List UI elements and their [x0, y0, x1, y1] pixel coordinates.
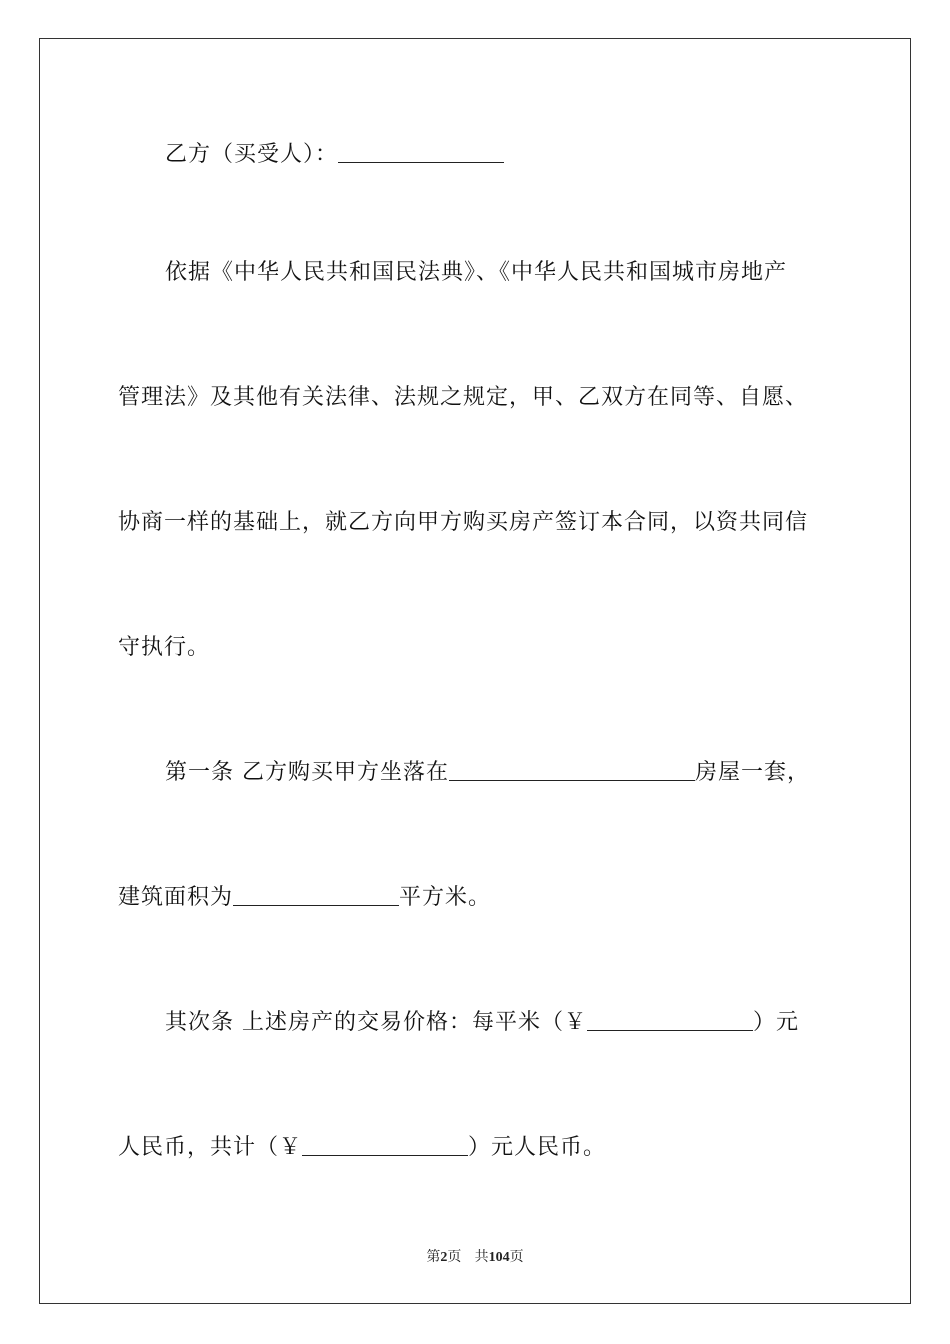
buyer-label: 乙方（买受人）：	[165, 142, 339, 167]
total-prefix: 人民币，共计（￥	[118, 1135, 303, 1160]
page-total: 104	[488, 1250, 510, 1265]
article1-line-2	[118, 883, 491, 913]
price-prefix: 其次条 上述房产的交易价格：每平米（￥	[165, 1010, 587, 1035]
area-suffix: 平方米。	[399, 885, 492, 910]
article2-line-1	[165, 1008, 799, 1038]
house-location-blank	[449, 760, 695, 781]
buyer-line	[165, 140, 504, 170]
intro-line-4: 守执行。	[118, 635, 211, 660]
unit-price-blank	[587, 1010, 753, 1031]
page-suffix: 页	[509, 1249, 524, 1265]
page-mid: 页 共	[447, 1249, 489, 1265]
page-current: 2	[440, 1250, 448, 1265]
price-suffix: ）元	[753, 1010, 800, 1035]
intro-line-2: 管理法》及其他有关法律、法规之规定，甲、乙双方在同等、自愿、	[118, 385, 809, 410]
article1-line-1	[165, 758, 810, 788]
total-price-blank	[302, 1135, 468, 1156]
intro-line-1: 依据《中华人民共和国民法典》、《中华人民共和国城市房地产	[165, 260, 788, 285]
article1-suffix: 房屋一套，	[695, 760, 811, 785]
article1-prefix: 第一条 乙方购买甲方坐落在	[165, 760, 449, 785]
total-suffix: ）元人民币。	[468, 1135, 607, 1160]
buyer-name-blank	[338, 142, 504, 163]
area-prefix: 建筑面积为	[118, 885, 234, 910]
page-border	[39, 38, 911, 1304]
page-prefix: 第	[426, 1249, 441, 1265]
intro-line-3: 协商一样的基础上，就乙方向甲方购买房产签订本合同，以资共同信	[118, 510, 809, 535]
area-blank	[233, 885, 399, 906]
article2-line-2	[118, 1133, 606, 1163]
page-footer	[0, 1247, 950, 1268]
